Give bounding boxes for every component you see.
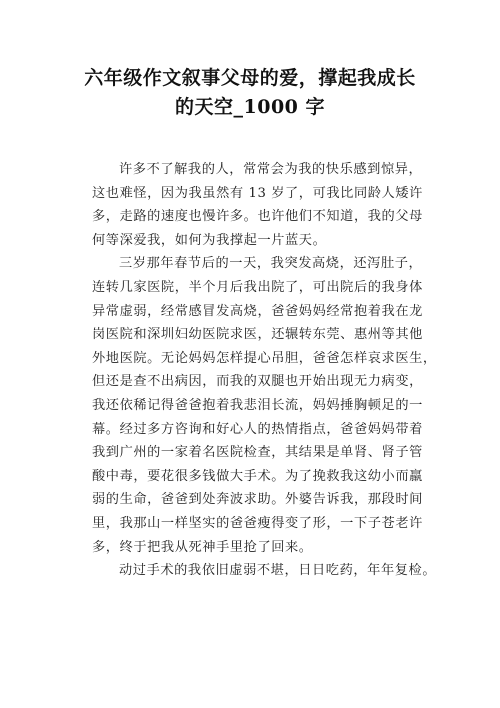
text-line: 连转几家医院，半个月后我出院了，可出院后的我身体 — [92, 279, 423, 295]
document-body — [92, 158, 437, 583]
text-line: 动过手术的我依旧虚弱不堪，日日吃药，年年复检。 — [119, 563, 437, 579]
text-line: 岗医院和深圳妇幼医院求医，还辗转东莞、惠州等其他 — [92, 327, 423, 343]
text-line: 这也难怪，因为我虽然有 13 岁了，可我比同龄人矮许 — [92, 185, 423, 201]
text-line: 许多不了解我的人，常常会为我的快乐感到惊异， — [119, 162, 423, 177]
text-line: 何等深爱我，如何为我撑起一片蓝天。 — [92, 232, 327, 248]
text-line: 幕。经过多方咨询和好心人的热情指点，爸爸妈妈带着 — [92, 421, 423, 437]
text-line: 里，我那山一样坚实的爸爸瘦得变了形，一下子苍老许 — [92, 515, 423, 531]
title-line: 的天空_1000 字 — [175, 96, 325, 118]
text-line: 但还是查不出病因，而我的双腿也开始出现无力病变， — [92, 374, 423, 390]
text-line: 我还依稀记得爸爸抱着我悲泪长流，妈妈捶胸顿足的一 — [92, 397, 423, 413]
text-line: 三岁那年春节后的一天，我突发高烧，还泻肚子， — [119, 256, 423, 272]
text-line: 多，走路的速度也慢许多。也许他们不知道，我的父母 — [92, 209, 423, 225]
text-line: 酸中毒，要花很多钱做大手术。为了挽救我这幼小而羸 — [92, 468, 423, 484]
text-line: 弱的生命，爸爸到处奔波求助。外婆告诉我，那段时间 — [92, 492, 423, 508]
title-line: 六年级作文叙事父母的爱，撑起我成长 — [84, 67, 416, 89]
document-title — [60, 64, 440, 122]
paragraph-2 — [92, 252, 437, 559]
text-line: 多，终于把我从死神手里抢了回来。 — [92, 539, 313, 555]
text-line: 我到广州的一家着名医院检查，其结果是单肾、肾子管 — [92, 445, 423, 461]
text-line: 异常虚弱，经常感冒发高烧，爸爸妈妈经常抱着我在龙 — [92, 303, 423, 319]
paragraph-1 — [92, 158, 422, 252]
paragraph-3 — [92, 559, 437, 583]
text-line: 外地医院。无论妈妈怎样提心吊胆，爸爸怎样哀求医生， — [92, 350, 437, 366]
